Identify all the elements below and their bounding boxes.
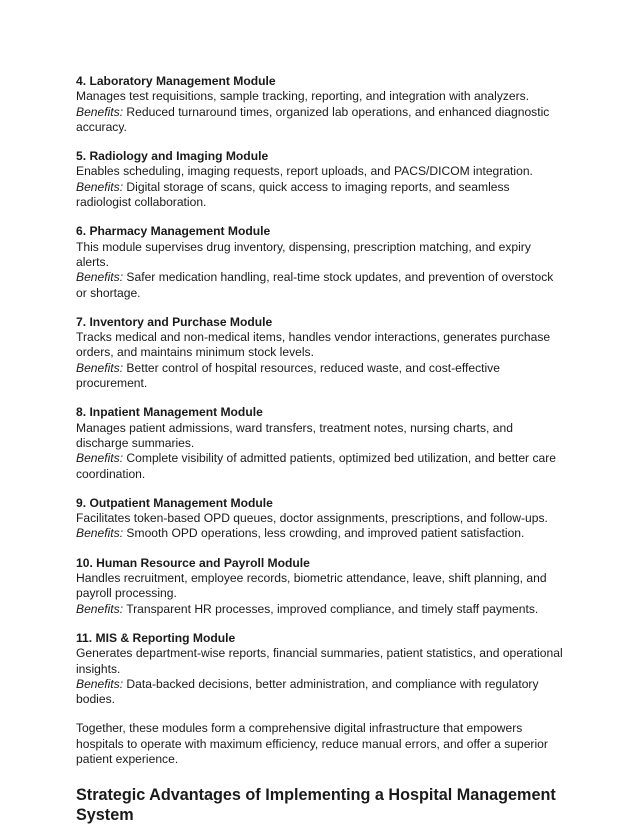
module-description: Manages test requisitions, sample tracking, reporting, and integration with analyzers. <box>76 89 530 104</box>
summary-paragraph: Together, these modules form a comprehensive digital infrastructure that empowers hospitals to operate with maximum efficiency, reduce manual errors, and offer a superior patient experience. <box>76 721 548 766</box>
module-mis-reporting <box>76 631 566 707</box>
module-title: 6. Pharmacy Management Module <box>76 224 271 239</box>
module-benefits <box>76 677 566 708</box>
module-title: 9. Outpatient Management Module <box>76 495 273 510</box>
module-title: 5. Radiology and Imaging Module <box>76 149 269 164</box>
module-laboratory <box>76 74 566 135</box>
module-title: 4. Laboratory Management Module <box>76 74 276 88</box>
module-title: 11. MIS & Reporting Module <box>76 630 236 645</box>
module-outpatient <box>76 496 566 542</box>
module-description: Manages patient admissions, ward transfers, treatment notes, nursing charts, and discharge summaries. <box>76 420 513 450</box>
document-page <box>76 74 566 825</box>
module-radiology <box>76 149 566 210</box>
benefits-label: Benefits: <box>76 360 124 375</box>
module-description: This module supervises drug inventory, dispensing, prescription matching, and expiry alerts. <box>76 239 531 269</box>
module-benefits <box>76 270 566 301</box>
benefits-label: Benefits: <box>76 526 124 541</box>
benefits-text: Data-backed decisions, better administration, and compliance with regulatory bodies. <box>76 676 539 707</box>
module-title: 7. Inventory and Purchase Module <box>76 314 273 329</box>
benefits-label: Benefits: <box>76 676 124 691</box>
benefits-text: Smooth OPD operations, less crowding, and improved patient satisfaction. <box>123 526 525 541</box>
benefits-text: Transparent HR processes, improved compliance, and timely staff payments. <box>123 601 539 616</box>
module-title: 8. Inpatient Management Module <box>76 405 263 420</box>
module-benefits <box>76 602 566 617</box>
module-title: 10. Human Resource and Payroll Module <box>76 555 310 570</box>
module-benefits <box>76 105 566 136</box>
benefits-label: Benefits: <box>76 451 124 466</box>
module-description: Tracks medical and non-medical items, handles vendor interactions, generates purchase orders, and maintains minimum stock levels. <box>76 330 551 360</box>
module-pharmacy <box>76 224 566 300</box>
module-benefits <box>76 451 566 482</box>
module-description: Enables scheduling, imaging requests, report uploads, and PACS/DICOM integration. <box>76 164 533 179</box>
benefits-label: Benefits: <box>76 601 124 616</box>
benefits-label: Benefits: <box>76 104 124 119</box>
module-benefits <box>76 526 566 541</box>
module-benefits <box>76 180 566 211</box>
module-hr-payroll <box>76 556 566 617</box>
module-benefits <box>76 361 566 392</box>
benefits-label: Benefits: <box>76 270 124 285</box>
module-description: Handles recruitment, employee records, biometric attendance, leave, shift planning, and payroll processing. <box>76 571 547 601</box>
module-inpatient <box>76 405 566 481</box>
benefits-label: Benefits: <box>76 179 124 194</box>
benefits-text: Reduced turnaround times, organized lab operations, and enhanced diagnostic accuracy. <box>76 104 550 134</box>
benefits-text: Digital storage of scans, quick access to imaging reports, and seamless radiologist collaboration. <box>76 179 510 210</box>
benefits-text: Complete visibility of admitted patients, optimized bed utilization, and better care coordination. <box>76 451 556 481</box>
module-description: Facilitates token-based OPD queues, doctor assignments, prescriptions, and follow-ups. <box>76 511 548 526</box>
section-heading: Strategic Advantages of Implementing a Hospital Management System <box>76 786 556 825</box>
benefits-text: Better control of hospital resources, reduced waste, and cost-effective procurement. <box>76 360 500 391</box>
benefits-text: Safer medication handling, real-time stock updates, and prevention of overstock or shortage. <box>76 270 554 300</box>
module-description: Generates department-wise reports, financial summaries, patient statistics, and operational insights. <box>76 646 563 676</box>
module-inventory <box>76 315 566 391</box>
